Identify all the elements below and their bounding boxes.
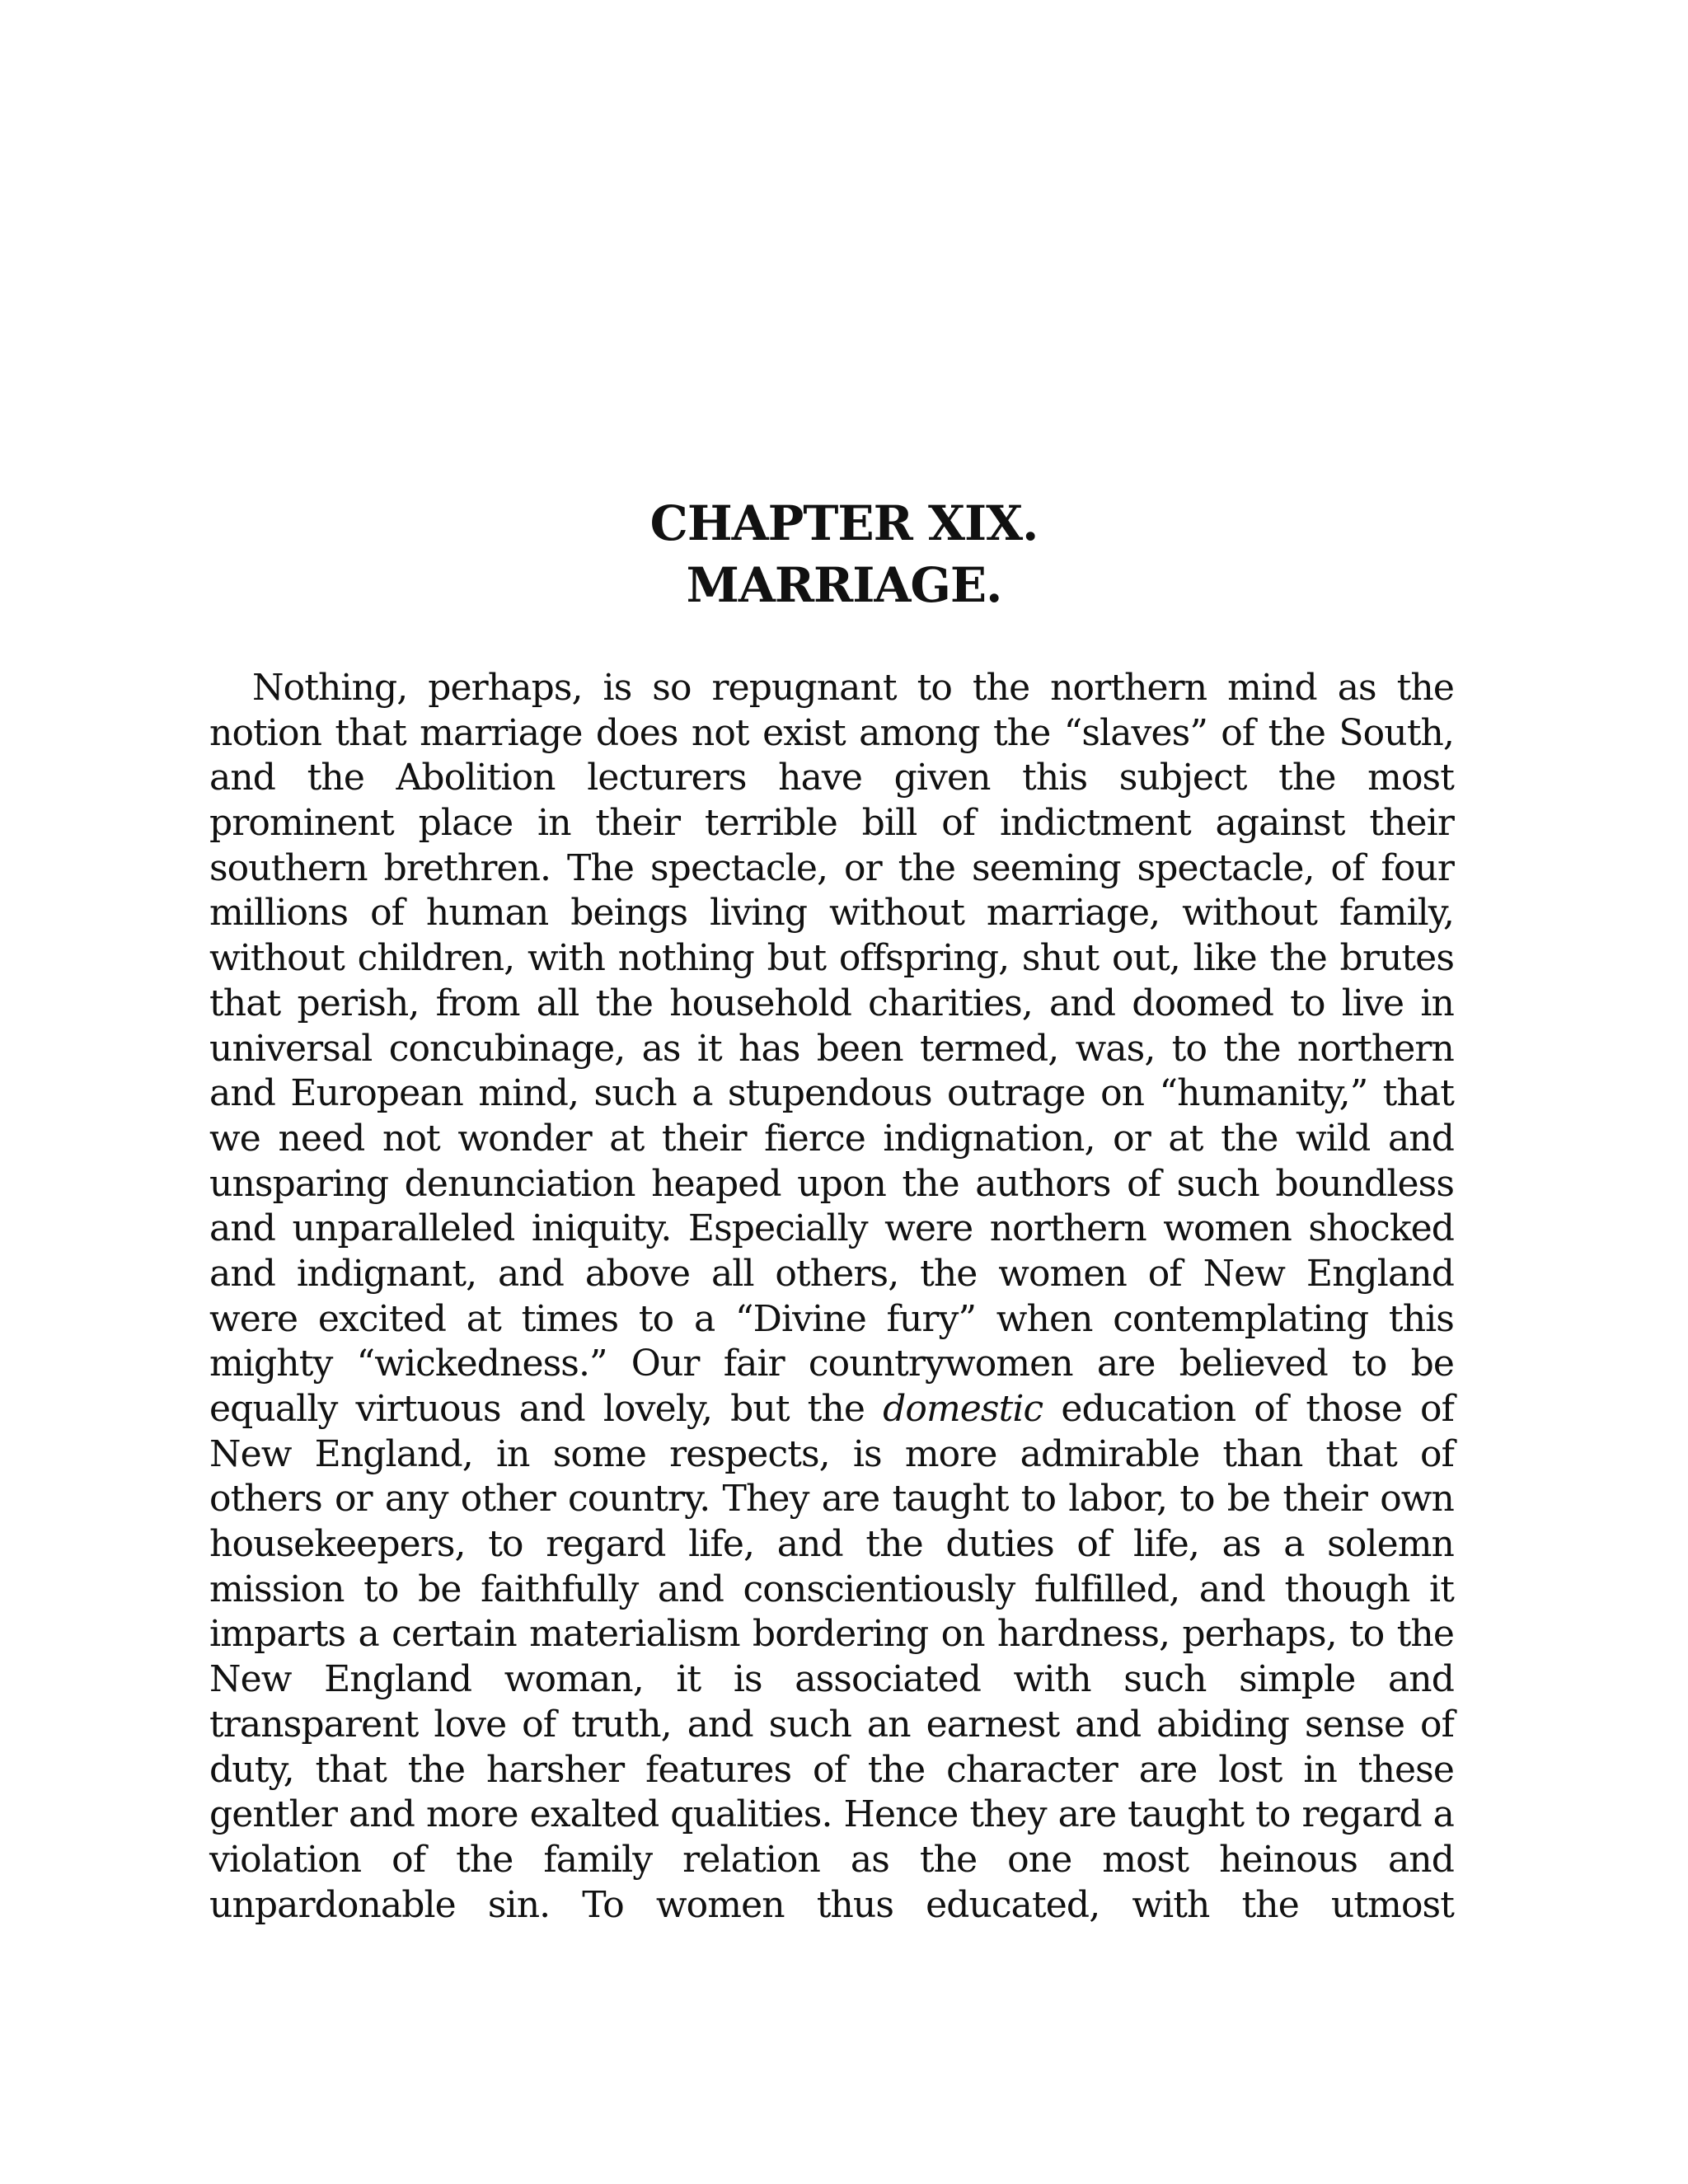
chapter-heading <box>0 493 1688 616</box>
text-line: notion that marriage does not exist among the “slaves” of the South, <box>209 711 1454 754</box>
text-line: unpardonable sin. To women thus educated, with the utmost <box>209 1883 1454 1926</box>
text-line: universal concubinage, as it has been termed, was, to the northern <box>209 1027 1454 1070</box>
text-line: imparts a certain materialism bordering on hardness, perhaps, to the <box>209 1613 1454 1656</box>
text-line: mission to be faithfully and conscientiously fulfilled, and though it <box>209 1568 1454 1610</box>
chapter-title: MARRIAGE. <box>686 557 1002 613</box>
text-line: that perish, from all the household charities, and doomed to live in <box>209 982 1454 1024</box>
text-line: housekeepers, to regard life, and the duties of life, as a solemn <box>209 1523 1454 1566</box>
italic-word: domestic <box>883 1388 1043 1430</box>
text-line: without children, with nothing but offspring, shut out, like the brutes <box>209 937 1454 980</box>
text-line: and indignant, and above all others, the women of New England <box>209 1252 1454 1295</box>
text-line: unsparing denunciation heaped upon the authors of such boundless <box>209 1162 1454 1205</box>
text-line: Nothing, perhaps, is so repugnant to the northern mind as the <box>252 667 1454 709</box>
text-line: New England woman, it is associated with such simple and <box>209 1658 1454 1701</box>
text-segment: equally virtuous and lovely, but the <box>209 1388 884 1430</box>
text-line: were excited at times to a “Divine fury” when contemplating this <box>209 1297 1454 1340</box>
text-line: New England, in some respects, is more admirable than that of <box>209 1432 1454 1475</box>
text-line-with-italic <box>209 1387 1454 1432</box>
text-line: southern brethren. The spectacle, or the seeming spectacle, of four <box>209 846 1454 889</box>
text-line: and European mind, such a stupendous outrage on “humanity,” that <box>209 1072 1454 1115</box>
text-segment: education of those of <box>1043 1388 1454 1430</box>
text-line: prominent place in their terrible bill of indictment against their <box>209 802 1454 845</box>
text-line: and unparalleled iniquity. Especially were northern women shocked <box>209 1207 1454 1250</box>
text-line: violation of the family relation as the one most heinous and <box>209 1838 1454 1881</box>
text-line: we need not wonder at their fierce indignation, or at the wild and <box>209 1117 1454 1160</box>
text-line: millions of human beings living without marriage, without family, <box>209 892 1454 935</box>
chapter-number: CHAPTER XIX. <box>649 495 1039 551</box>
text-line: duty, that the harsher features of the character are lost in these <box>209 1748 1454 1791</box>
text-line: and the Abolition lecturers have given this subject the most <box>209 757 1454 799</box>
chapter-body-paragraph <box>209 666 1454 1928</box>
text-line: mighty “wickedness.” Our fair countrywomen are believed to be <box>209 1343 1454 1385</box>
text-line: transparent love of truth, and such an earnest and abiding sense of <box>209 1703 1454 1746</box>
text-line: gentler and more exalted qualities. Hence they are taught to regard a <box>209 1793 1454 1836</box>
text-line: others or any other country. They are taught to labor, to be their own <box>209 1478 1454 1521</box>
